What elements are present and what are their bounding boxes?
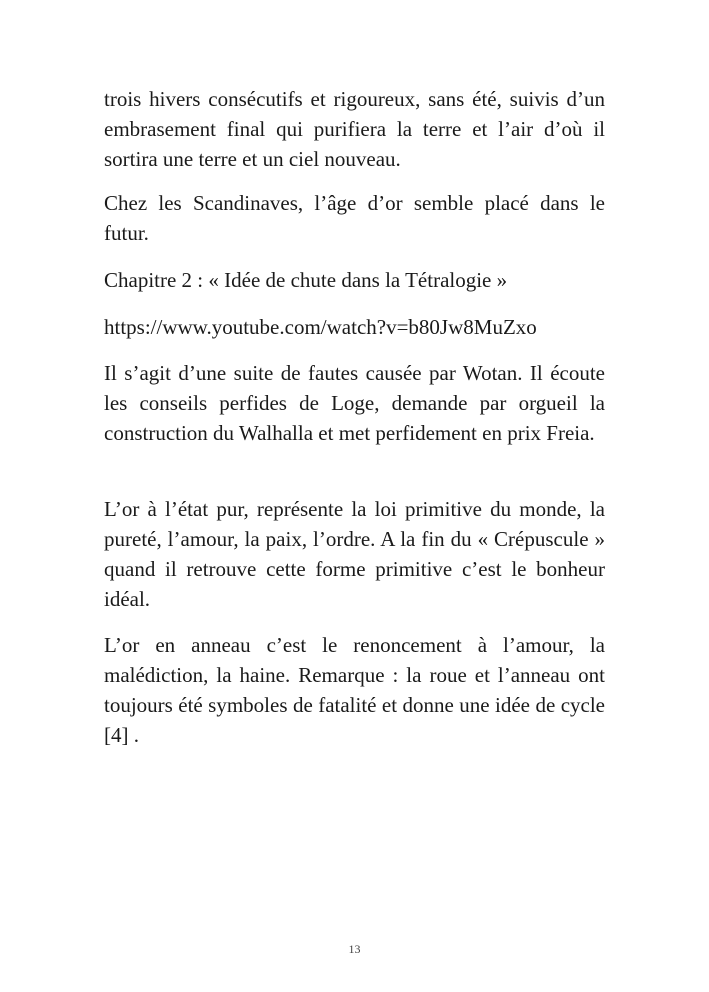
- paragraph-gold-ring: L’or en anneau c’est le renoncement à l’amour, la malédiction, la haine. Remarque : la roue et l’anneau ont toujours été symboles de fatalité et donne une idée de cycle [4] .: [104, 633, 605, 747]
- paragraph-wotan: Il s’agit d’une suite de fautes causée par Wotan. Il écoute les conseils perfides de Loge, demande par orgueil la construction du Walhalla et met perfidement en prix Freia.: [104, 361, 605, 445]
- page-number: 13: [348, 942, 361, 956]
- paragraph-three-winters: trois hivers consécutifs et rigoureux, sans été, suivis d’un embrasement final qui purifiera la terre et l’air d’où il sortira une terre et un ciel nouveau.: [104, 87, 605, 171]
- paragraph-scandinavians: Chez les Scandinaves, l’âge d’or semble placé dans le futur.: [104, 191, 605, 245]
- chapter-heading: Chapitre 2 : « Idée de chute dans la Tétralogie »: [104, 268, 508, 292]
- paragraph-pure-gold: L’or à l’état pur, représente la loi primitive du monde, la pureté, l’amour, la paix, l’ordre. A la fin du « Crépuscule » quand il retrouve cette forme primitive c’est le bonheur idéal.: [104, 497, 605, 611]
- youtube-link[interactable]: https://www.youtube.com/watch?v=b80Jw8MuZxo: [104, 315, 537, 339]
